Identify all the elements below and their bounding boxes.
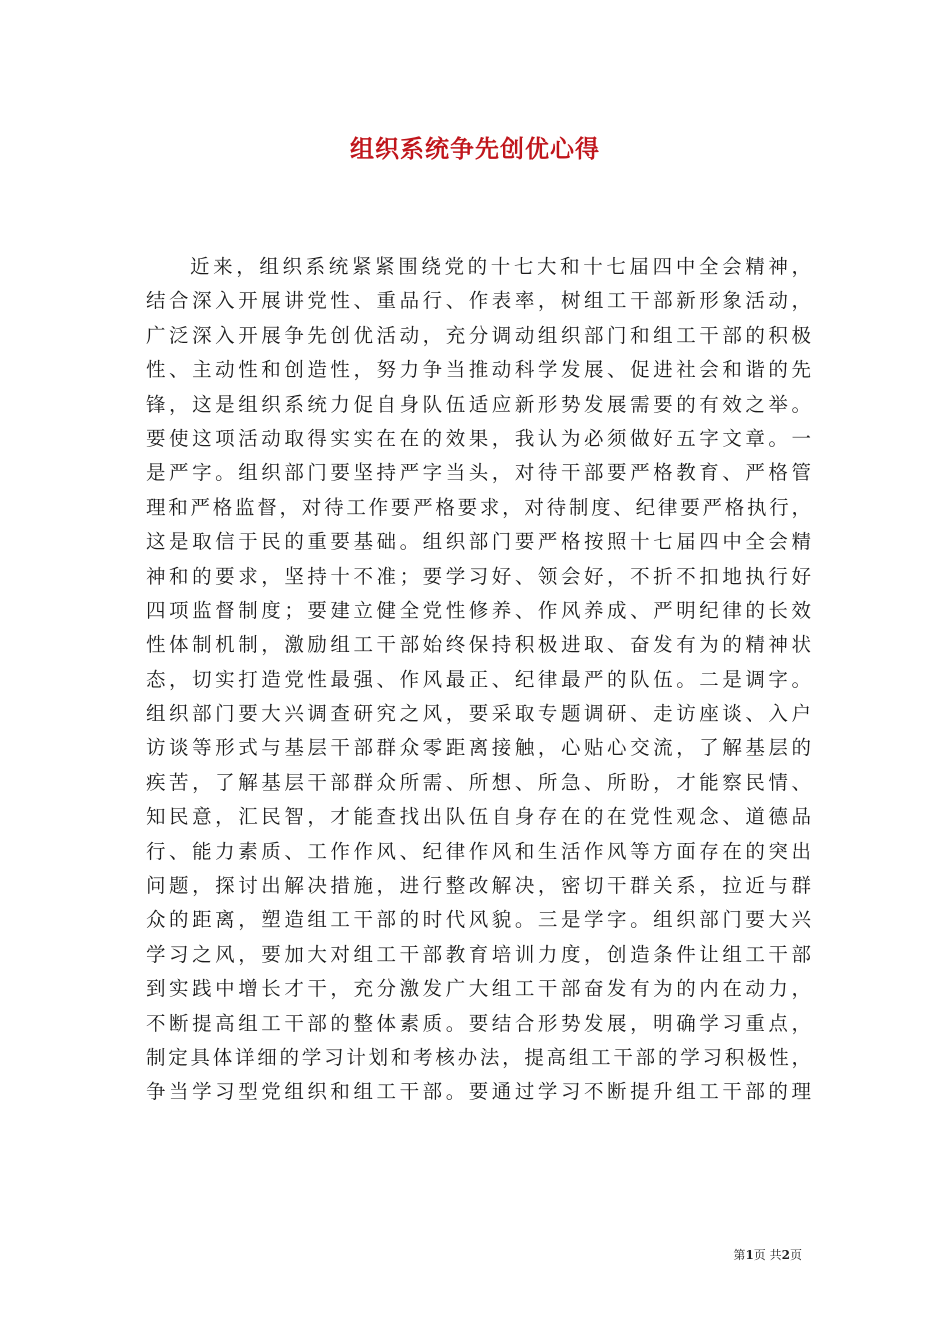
body-line: 组织部门要大兴调查研究之风，要采取专题调研、走访座谈、入户 [146, 702, 811, 726]
footer-current-page: 1 [745, 1248, 754, 1262]
body-line: 四项监督制度；要建立健全党性修养、作风养成、严明纪律的长效 [146, 598, 811, 622]
body-line: 性体制机制，激励组工干部始终保持积极进取、奋发有为的精神状 [146, 633, 811, 657]
body-line: 到实践中增长才干，充分激发广大组工干部奋发有为的内在动力， [146, 977, 811, 1001]
body-line: 制定具体详细的学习计划和考核办法，提高组工干部的学习积极性， [146, 1045, 811, 1069]
footer-suffix: 页 [789, 1248, 802, 1262]
body-line: 众的距离，塑造组工干部的时代风貌。三是学字。组织部门要大兴 [146, 908, 811, 932]
body-line: 行、能力素质、工作作风、纪律作风和生活作风等方面存在的突出 [146, 839, 811, 863]
body-line: 性、主动性和创造性，努力争当推动科学发展、促进社会和谐的先 [146, 358, 811, 382]
body-line: 锋，这是组织系统力促自身队伍适应新形势发展需要的有效之举。 [146, 392, 811, 416]
footer-middle: 页 共 [753, 1248, 782, 1262]
body-line: 不断提高组工干部的整体素质。要结合形势发展，明确学习重点， [146, 1011, 811, 1035]
body-line: 理和严格监督，对待工作要严格要求，对待制度、纪律要严格执行， [146, 495, 811, 519]
body-line: 近来，组织系统紧紧围绕党的十七大和十七届四中全会精神， [190, 255, 811, 278]
body-line: 问题，探讨出解决措施，进行整改解决，密切干群关系，拉近与群 [146, 874, 811, 898]
body-paragraph [146, 250, 811, 1110]
body-line: 结合深入开展讲党性、重品行、作表率，树组工干部新形象活动， [146, 289, 811, 313]
body-line: 争当学习型党组织和组工干部。要通过学习不断提升组工干部的理 [146, 1080, 811, 1104]
footer-prefix: 第 [733, 1248, 746, 1262]
document-title: 组织系统争先创优心得 [350, 135, 600, 163]
body-line: 知民意，汇民智，才能查找出队伍自身存在的在党性观念、道德品 [146, 805, 811, 829]
body-line: 神和的要求，坚持十不准；要学习好、领会好，不折不扣地执行好 [146, 564, 811, 588]
page-footer [733, 1247, 802, 1263]
body-line: 广泛深入开展争先创优活动，充分调动组织部门和组工干部的积极 [146, 323, 811, 347]
body-line: 要使这项活动取得实实在在的效果，我认为必须做好五字文章。一 [146, 426, 811, 450]
body-line: 学习之风，要加大对组工干部教育培训力度，创造条件让组工干部 [146, 942, 811, 966]
body-line: 这是取信于民的重要基础。组织部门要严格按照十七届四中全会精 [146, 530, 811, 554]
footer-total-pages: 2 [781, 1248, 790, 1262]
body-line: 是严字。组织部门要坚持严字当头，对待干部要严格教育、严格管 [146, 461, 811, 485]
body-line: 访谈等形式与基层干部群众零距离接触，心贴心交流，了解基层的 [146, 736, 811, 760]
body-line: 疾苦，了解基层干部群众所需、所想、所急、所盼，才能察民情、 [146, 770, 811, 794]
body-line: 态，切实打造党性最强、作风最正、纪律最严的队伍。二是调字。 [146, 667, 811, 691]
